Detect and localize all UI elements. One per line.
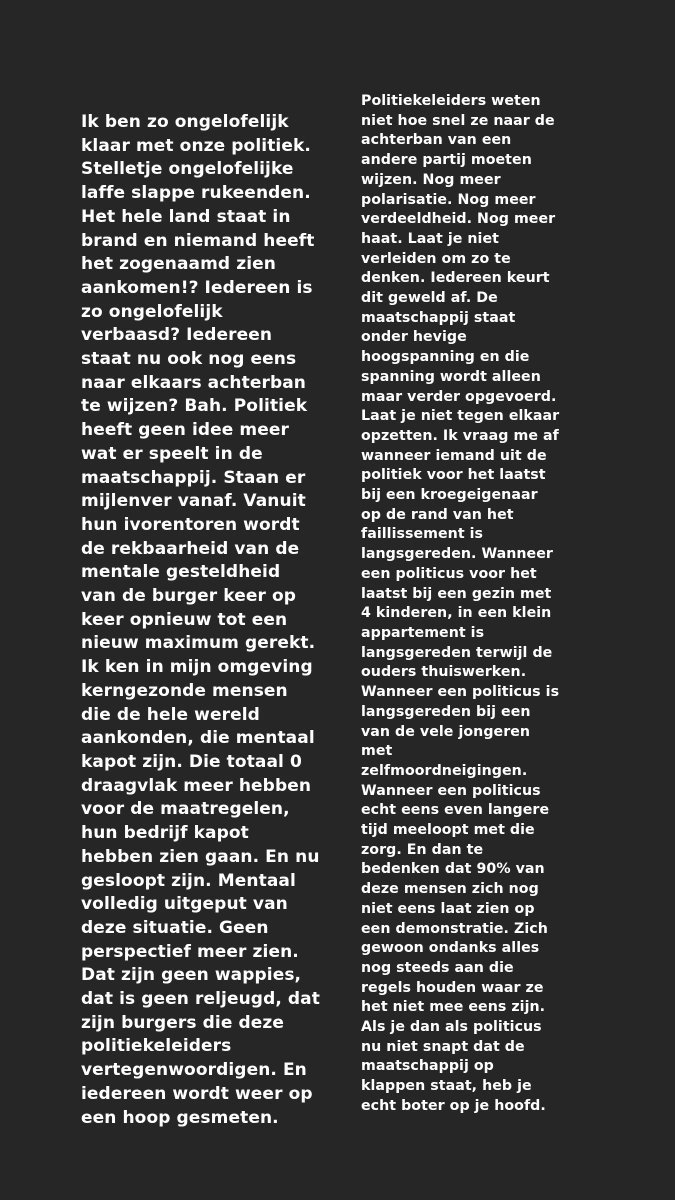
text-line: Ik ken in mijn omgeving (81, 657, 313, 678)
text-line: Politiekeleiders weten (361, 93, 541, 109)
text-line: maatschappij staat (361, 309, 516, 326)
text-line: hoogspanning en die (361, 349, 530, 366)
text-line: dit geweld af. De (361, 290, 498, 307)
text-line: Dat zijn geen wappies, (81, 965, 302, 986)
text-line: perspectief meer zien. (81, 941, 299, 962)
text-line: zorg. En dan te (361, 841, 484, 858)
text-line: faillissement is (361, 526, 484, 543)
text-line: maatschappij. Staan er (81, 467, 306, 488)
text-line: vertegenwoordigen. En (81, 1060, 307, 1081)
text-line: maar verder opgevoerd. (361, 388, 557, 405)
text-line: opzetten. Ik vraag me af (361, 427, 559, 444)
text-line: voor de maatregelen, (81, 799, 290, 820)
text-line: het niet mee eens zijn. (361, 999, 546, 1016)
text-line: op de rand van het (361, 506, 514, 523)
text-line: kerngezonde mensen (81, 680, 288, 701)
text-line: appartement is (361, 624, 485, 641)
text-line: nog steeds aan die (361, 959, 514, 976)
text-line: klappen staat, heb je (361, 1078, 532, 1095)
text-line: nieuw maximum gerekt. (81, 633, 316, 654)
text-line: wat er speelt in de (81, 443, 263, 464)
left-text-column (81, 111, 320, 1130)
text-line: een politicus voor het (361, 565, 537, 582)
text-line: 4 kinderen, in een klein (361, 605, 552, 622)
text-line: regels houden waar ze (361, 979, 544, 996)
text-line: spanning wordt alleen (361, 368, 541, 385)
text-line: hebben zien gaan. En nu (81, 846, 320, 867)
right-text-column (361, 92, 559, 1117)
text-line: echt boter op je hoofd. (361, 1097, 546, 1114)
text-line: achterban van een (361, 132, 512, 149)
text-line: onder hevige (361, 329, 467, 346)
text-line: Wanneer een politicus (361, 782, 541, 799)
text-line: aankomen!? Iedereen is (81, 277, 313, 298)
text-line: verleiden om zo te (361, 250, 511, 267)
text-line: andere partij moeten (361, 152, 532, 169)
text-line: aankonden, die mentaal (81, 728, 315, 749)
text-line: tijd meeloopt met die (361, 822, 535, 839)
text-line: mijlenver vanaf. Vanuit (81, 491, 306, 512)
text-line: deze mensen zich nog (361, 881, 539, 898)
text-line: kapot zijn. Die totaal 0 (81, 751, 302, 772)
text-line: bij een kroegeigenaar (361, 487, 538, 504)
text-line: heeft geen idee meer (81, 420, 289, 441)
text-line: politiekeleiders (81, 1036, 232, 1057)
text-line: iedereen wordt weer op (81, 1083, 313, 1104)
text-line: haat. Laat je niet (361, 230, 499, 247)
text-line: Laat je niet tegen elkaar (361, 408, 560, 425)
text-line: te wijzen? Bah. Politiek (81, 396, 308, 417)
text-line: de rekbaarheid van de (81, 538, 300, 559)
text-line: polarisatie. Nog meer (361, 191, 536, 208)
text-line: klaar met onze politiek. (81, 135, 311, 156)
text-line: Het hele land staat in (81, 206, 291, 227)
text-line: ouders thuiswerken. (361, 664, 527, 681)
text-line: bedenken dat 90% van (361, 861, 545, 878)
text-line: Ik ben zo ongelofelijk (81, 112, 289, 132)
text-line: Stelletje ongelofelijke (81, 159, 294, 180)
text-line: een demonstratie. Zich (361, 920, 548, 937)
text-line: naar elkaars achterban (81, 372, 307, 393)
text-line: hun ivorentoren wordt (81, 514, 300, 535)
text-line: van de burger keer op (81, 586, 297, 607)
text-line: met (361, 743, 393, 760)
text-line: zo ongelofelijk (81, 301, 223, 322)
text-line: het zogenaamd zien (81, 254, 276, 275)
text-line: maatschappij op (361, 1058, 494, 1075)
text-line: dat is geen reljeugd, dat (81, 989, 320, 1010)
text-line: wanneer iemand uit de (361, 447, 547, 464)
text-line: langsgereden. Wanneer (361, 546, 553, 563)
text-line: denken. Iedereen keurt (361, 270, 550, 287)
text-line: verbaasd? Iedereen (81, 325, 273, 346)
text-line: een hoop gesmeten. (81, 1107, 279, 1128)
text-line: langsgereden bij een (361, 703, 531, 720)
text-line: zelfmoordneigingen. (361, 762, 528, 779)
text-line: politiek voor het laatst (361, 467, 546, 484)
text-line: brand en niemand heeft (81, 230, 315, 251)
text-line: volledig uitgeput van (81, 894, 288, 915)
text-line: laffe slappe rukeenden. (81, 183, 311, 204)
text-line: die de hele wereld (81, 704, 260, 725)
text-line: langsgereden terwijl de (361, 644, 553, 661)
text-line: verdeeldheid. Nog meer (361, 211, 556, 228)
text-line: echt eens even langere (361, 802, 550, 819)
text-line: Wanneer een politicus is (361, 684, 560, 701)
text-line: niet eens laat zien op (361, 900, 535, 917)
text-line: draagvlak meer hebben (81, 775, 312, 796)
text-line: Als je dan als politicus (361, 1019, 542, 1036)
text-line: staat nu ook nog eens (81, 349, 297, 370)
text-line: gewoon ondanks alles (361, 940, 540, 957)
text-line: keer opnieuw tot een (81, 609, 288, 630)
text-line: mentale gesteldheid (81, 562, 281, 583)
text-line: zijn burgers die deze (81, 1012, 285, 1033)
text-line: wijzen. Nog meer (361, 171, 501, 188)
text-line: van de vele jongeren (361, 723, 531, 740)
text-line: hun bedrijf kapot (81, 823, 249, 844)
text-line: nu niet snapt dat de (361, 1038, 525, 1055)
text-line: niet hoe snel ze naar de (361, 112, 555, 129)
text-line: deze situatie. Geen (81, 917, 269, 938)
text-line: laatst bij een gezin met (361, 585, 552, 602)
text-line: gesloopt zijn. Mentaal (81, 870, 296, 891)
